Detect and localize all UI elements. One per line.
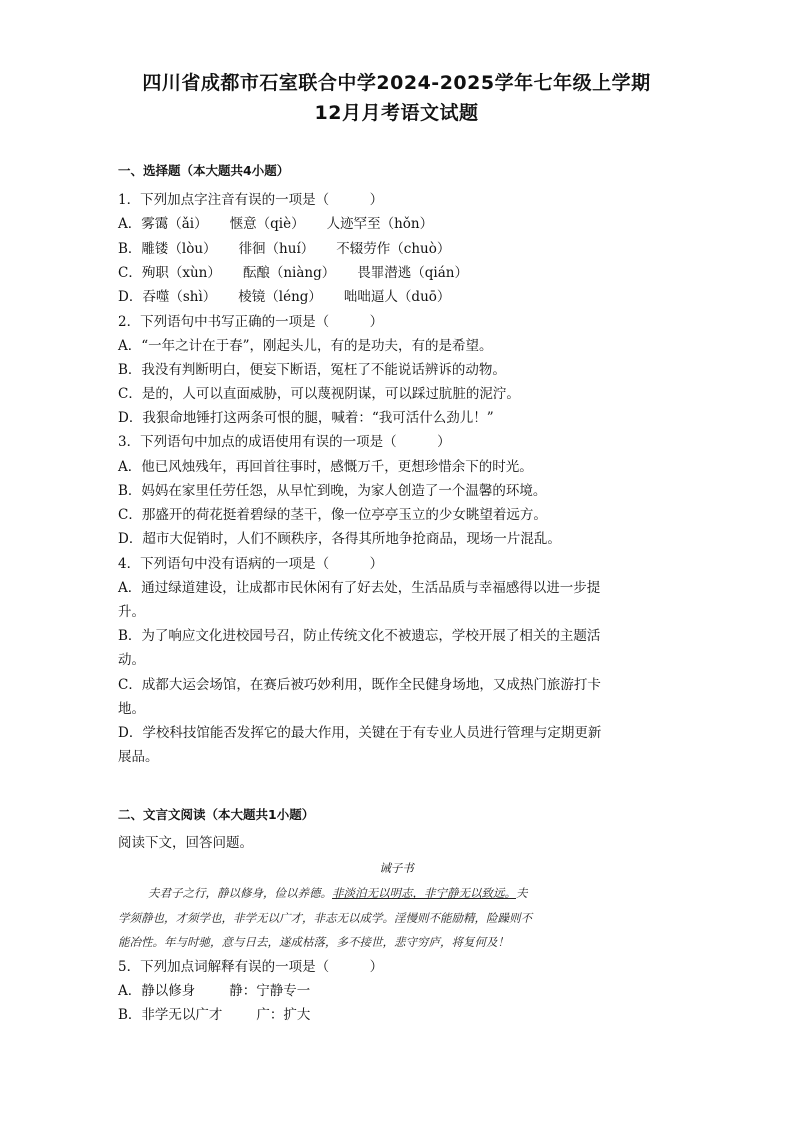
q4-option-b-line2: 动。 <box>118 652 145 668</box>
q5-a-gloss: 静：宁静专一 <box>229 983 311 999</box>
section1-heading: 一、选择题（本大题共4小题） <box>118 163 290 178</box>
q4-stem: 4．下列语句中没有语病的一项是（ ） <box>118 556 384 572</box>
q1-c-2: 酝酿（niàng） <box>242 265 336 281</box>
q1-stem: 1．下列加点字注音有误的一项是（ ） <box>118 192 384 208</box>
q1-a-1: A．雾霭（ǎi） <box>118 216 208 232</box>
q3-option-d: D．超市大促销时，人们不顾秩序，各得其所地争抢商品，现场一片混乱。 <box>118 531 561 547</box>
q3-option-a: A．他已风烛残年，再回首往事时，感慨万千，更想珍惜余下的时光。 <box>118 459 533 475</box>
passage-line2: 学须静也，才须学也，非学无以广才，非志无以成学。淫慢则不能励精，险躁则不 <box>118 911 532 925</box>
q4-option-a-line1: A．通过绿道建设，让成都市民休闲有了好去处，生活品质与幸福感得以进一步提 <box>118 580 601 596</box>
q4-option-b-line1: B．为了响应文化进校园号召，防止传统文化不被遗忘，学校开展了相关的主题活 <box>118 628 601 644</box>
passage-line1-start: 夫君子之行，静以修身，俭以养德。 <box>148 886 332 900</box>
q1-option-b <box>118 240 450 258</box>
section2-heading: 二、文言文阅读（本大题共1小题） <box>118 807 315 822</box>
document-title-line2: 12月月考语文试题 <box>314 102 479 124</box>
q4-option-a-line2: 升。 <box>118 604 145 620</box>
q2-option-c: C．是的，人可以直面威胁，可以蔑视阴谋，可以踩过肮脏的泥泞。 <box>118 386 520 402</box>
passage-line3: 能冶性。年与时驰，意与日去，遂成枯落，多不接世，悲守穷庐，将复何及！ <box>118 935 509 949</box>
q1-d-2: 棱镜（léng） <box>238 289 322 305</box>
q5-a-phrase: A．静以修身 <box>118 983 196 999</box>
q4-option-c-line1: C．成都大运会场馆，在赛后被巧妙利用，既作全民健身场地，又成热门旅游打卡 <box>118 677 601 693</box>
q5-option-a <box>118 982 310 1000</box>
q2-option-d: D．我狠命地锤打这两条可恨的腿，喊着：“我可活什么劲儿！” <box>118 410 494 426</box>
q1-option-c <box>118 264 468 282</box>
q1-d-1: D．吞噬（shì） <box>118 289 217 305</box>
q2-option-b: B．我没有判断明白，便妄下断语，冤枉了不能说话辨诉的动物。 <box>118 362 506 378</box>
q1-c-1: C．殉职（xùn） <box>118 265 221 281</box>
q5-b-gloss: 广：扩大 <box>256 1007 311 1023</box>
q1-a-3: 人迹罕至（hǒn） <box>326 216 434 232</box>
passage-line1-end: 夫 <box>516 886 528 900</box>
q1-option-d <box>118 288 450 306</box>
q5-b-phrase: B．非学无以广才 <box>118 1007 223 1023</box>
q1-b-2: 徘徊（huí） <box>238 241 315 257</box>
q1-option-a <box>118 215 433 233</box>
passage-line1 <box>148 884 528 902</box>
q3-option-c: C．那盛开的荷花挺着碧绿的茎干，像一位亭亭玉立的少女眺望着远方。 <box>118 507 547 523</box>
document-title-line1: 四川省成都市石室联合中学2024-2025学年七年级上学期 <box>142 72 651 94</box>
q2-stem: 2．下列语句中书写正确的一项是（ ） <box>118 314 384 330</box>
q3-option-b: B．妈妈在家里任劳任怨，从早忙到晚，为家人创造了一个温馨的环境。 <box>118 483 547 499</box>
passage-title: 诫子书 <box>379 861 414 875</box>
q1-c-3: 畏罪潜逃（qián） <box>357 265 468 281</box>
q4-option-d-line1: D．学校科技馆能否发挥它的最大作用，关键在于有专业人员进行管理与定期更新 <box>118 725 602 741</box>
q1-a-2: 惬意（qiè） <box>229 216 305 232</box>
q5-stem: 5．下列加点词解释有误的一项是（ ） <box>118 959 384 975</box>
q4-option-d-line2: 展品。 <box>118 749 159 765</box>
q3-stem: 3．下列语句中加点的成语使用有误的一项是（ ） <box>118 434 451 450</box>
reading-intro: 阅读下文，回答问题。 <box>118 835 253 851</box>
q1-b-3: 不辍劳作（chuò） <box>336 241 451 257</box>
q1-d-3: 咄咄逼人（duō） <box>343 289 451 305</box>
q4-option-c-line2: 地。 <box>118 701 145 717</box>
q1-b-1: B．雕镂（lòu） <box>118 241 217 257</box>
passage-underlined-sentence: 非淡泊无以明志，非宁静无以致远。 <box>332 886 516 900</box>
q2-option-a: A．“一年之计在于春”，刚起头儿，有的是功夫，有的是希望。 <box>118 338 493 354</box>
q5-option-b <box>118 1006 310 1024</box>
